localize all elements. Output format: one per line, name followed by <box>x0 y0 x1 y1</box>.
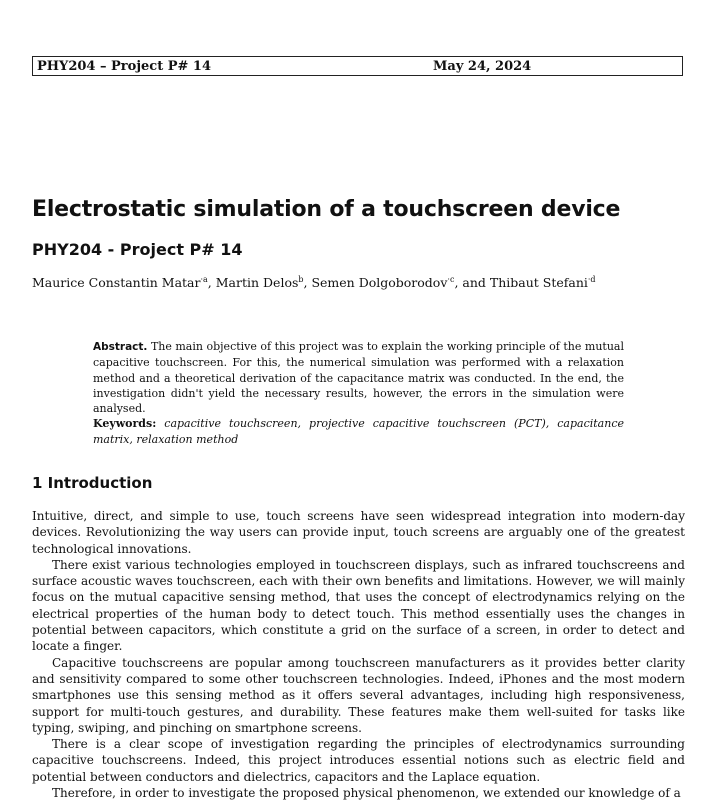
section-body <box>32 508 685 801</box>
header-date: May 24, 2024 <box>433 59 532 74</box>
paragraph: There is a clear scope of investigation regarding the principles of electrodynamics surrounding capacitive touchscreens. Indeed, this project introduces essential notions such as electric field and potential between conductors and dielectrics, capacitors and the Laplace equation. <box>32 737 685 784</box>
abstract-text: The main objective of this project was to explain the working principle of the mutual capacitive touchscreen. For this, the numerical simulation was performed with a relaxation method and a theoretical derivation of the capacitance matrix was conducted. In the end, the investigation didn't yield the necessary results, however, the errors in the simulation were analysed. <box>93 340 624 416</box>
author-separator: , <box>207 275 216 291</box>
header-course: PHY204 – Project P# 14 <box>37 59 212 74</box>
keywords <box>93 416 624 447</box>
paper-title: Electrostatic simulation of a touchscreen device <box>32 197 621 222</box>
author-list <box>32 275 596 290</box>
author-affiliation: ·d <box>587 275 596 284</box>
abstract <box>93 339 624 447</box>
author-separator: , and <box>454 275 490 291</box>
paragraph: Intuitive, direct, and simple to use, touch screens have seen widespread integration into modern-day devices. Revolutionizing the way users can provide input, touch screens are arguably one of the greatest technological innovations. <box>32 509 685 556</box>
paper-subtitle: PHY204 - Project P# 14 <box>32 240 243 259</box>
paragraph: There exist various technologies employed in touchscreen displays, such as infrared touchscreens and surface acoustic waves touchscreen, each with their own benefits and limitations. However, we will mainly focus on the mutual capacitive sensing method, that uses the concept of electrodynamics relying on the electrical properties of the human body to detect touch. This method essentially uses the changes in potential between capacitors, which constitute a grid on the surface of a screen, in order to detect and locate a finger. <box>32 557 685 654</box>
paragraph: Capacitive touchscreens are popular among touchscreen manufacturers as it provides better clarity and sensitivity compared to some other touchscreen technologies. Indeed, iPhones and the most modern smartphones use this sensing method as it offers several advantages, including high responsiveness, support for multi-touch gestures, and durability. These features make them well-suited for tasks like typing, swiping, and pinching on smartphone screens. <box>32 655 685 735</box>
author-affiliation: ·a <box>200 275 208 284</box>
abstract-body <box>93 339 624 416</box>
author-name: Thibaut Stefani <box>489 275 588 291</box>
section-heading: 1 Introduction <box>32 474 153 492</box>
paragraph: Therefore, in order to investigate the proposed physical phenomenon, we extended our knowledge of a <box>52 786 681 801</box>
abstract-label: Abstract. <box>93 341 148 353</box>
keywords-text: capacitive touchscreen, projective capacitive touchscreen (PCT), capacitance matrix, relaxation method <box>93 417 624 446</box>
author-name: Maurice Constantin Matar <box>32 275 201 291</box>
running-header <box>32 56 683 76</box>
author-name: Semen Dolgoborodov <box>311 275 448 291</box>
author-affiliation: ·c <box>447 275 455 284</box>
keywords-label: Keywords: <box>93 417 157 431</box>
author-separator: , <box>303 275 312 291</box>
author-name: Martin Delos <box>215 275 299 291</box>
author-affiliation: b <box>298 275 304 284</box>
